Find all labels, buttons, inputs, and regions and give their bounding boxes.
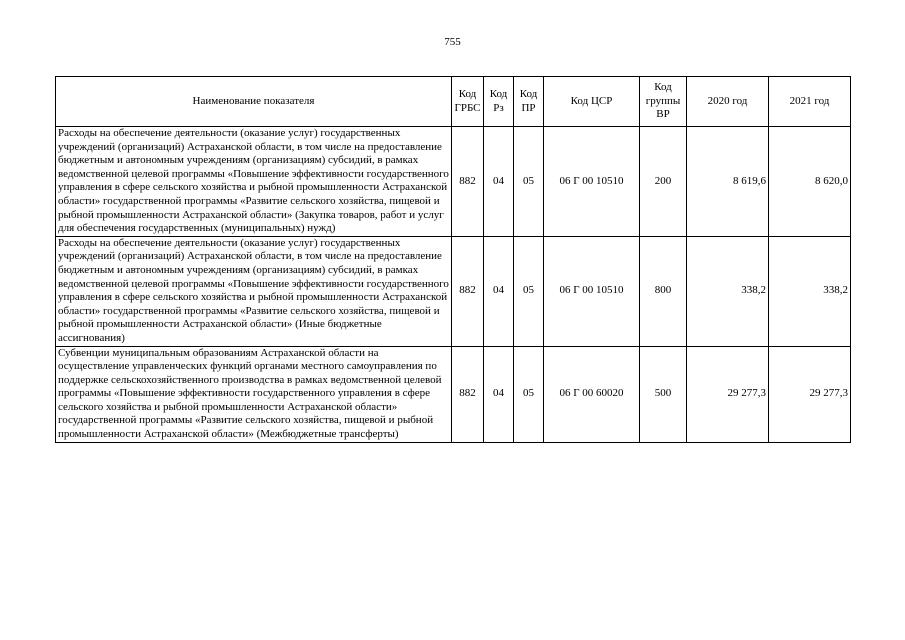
table-row	[56, 127, 851, 237]
row-2021: 29 277,3	[769, 346, 851, 442]
header-pr: Код ПР	[514, 77, 544, 127]
header-grbs: Код ГРБС	[452, 77, 484, 127]
header-rz: Код Рз	[484, 77, 514, 127]
row-name: Субвенции муниципальным образованиям Астраханской области на осуществление управленческих функций органами местного самоуправления по поддержке сельскохозяйственного производства в рамках ведомственной целевой программы «Повышение эффективности государственного управления в сфере сельского хозяйства и рыбной промышленности Астраханской области» государственной программы «Развитие сельского хозяйства, пищевой и рыбной промышленности Астраханской области» (Межбюджетные трансферты)	[56, 346, 452, 442]
row-vr: 800	[640, 236, 687, 346]
table-row	[56, 346, 851, 442]
row-name: Расходы на обеспечение деятельности (оказание услуг) государственных учреждений (организаций) Астраханской области, в том числе на предоставление бюджетным и автономным учреждениям (организациям) субсидий, в рамках ведомственной целевой программы «Повышение эффективности государственного управления в сфере сельского хозяйства и рыбной промышленности Астраханской области» государственной программы «Развитие сельского хозяйства, пищевой и рыбной промышленности Астраханской области» (Закупка товаров, работ и услуг для обеспечения государственных (муниципальных) нужд)	[56, 127, 452, 237]
row-2021: 338,2	[769, 236, 851, 346]
row-grbs: 882	[452, 236, 484, 346]
table-header-row	[56, 77, 851, 127]
row-2020: 29 277,3	[687, 346, 769, 442]
header-csr: Код ЦСР	[544, 77, 640, 127]
row-csr: 06 Г 00 10510	[544, 236, 640, 346]
header-2021: 2021 год	[769, 77, 851, 127]
row-2021: 8 620,0	[769, 127, 851, 237]
row-grbs: 882	[452, 346, 484, 442]
row-pr: 05	[514, 127, 544, 237]
row-vr: 200	[640, 127, 687, 237]
header-2020: 2020 год	[687, 77, 769, 127]
row-name: Расходы на обеспечение деятельности (оказание услуг) государственных учреждений (организаций) Астраханской области, в том числе на предоставление бюджетным и автономным учреждениям (организациям) субсидий, в рамках ведомственной целевой программы «Повышение эффективности государственного управления в сфере сельского хозяйства и рыбной промышленности Астраханской области» государственной программы «Развитие сельского хозяйства, пищевой и рыбной промышленности Астраханской области» (Иные бюджетные ассигнования)	[56, 236, 452, 346]
row-pr: 05	[514, 346, 544, 442]
row-csr: 06 Г 00 60020	[544, 346, 640, 442]
row-csr: 06 Г 00 10510	[544, 127, 640, 237]
row-rz: 04	[484, 346, 514, 442]
header-vr: Код группы ВР	[640, 77, 687, 127]
row-vr: 500	[640, 346, 687, 442]
budget-table	[55, 76, 851, 443]
header-name: Наименование показателя	[56, 77, 452, 127]
row-rz: 04	[484, 236, 514, 346]
page-number: 755	[444, 36, 461, 48]
row-grbs: 882	[452, 127, 484, 237]
table-row	[56, 236, 851, 346]
row-2020: 338,2	[687, 236, 769, 346]
row-pr: 05	[514, 236, 544, 346]
row-rz: 04	[484, 127, 514, 237]
row-2020: 8 619,6	[687, 127, 769, 237]
